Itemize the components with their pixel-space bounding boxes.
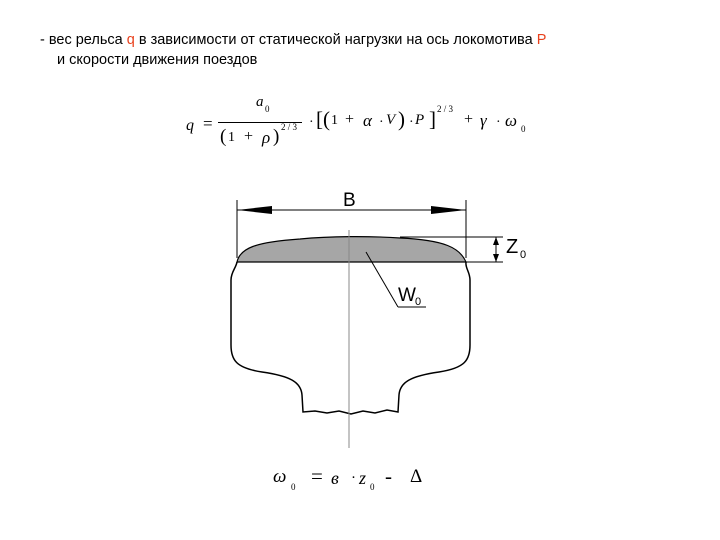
paren-open: ( xyxy=(323,107,330,131)
plus-2: + xyxy=(464,111,474,128)
description-line-2: и скорости движения поездов xyxy=(57,52,258,68)
rail-profile-outline xyxy=(231,262,470,414)
f2-v: в xyxy=(331,468,339,488)
numerator-a-subscript: 0 xyxy=(265,104,270,114)
plus-1: + xyxy=(345,111,355,128)
omega: ω xyxy=(505,111,518,130)
omega-subscript: 0 xyxy=(521,124,526,134)
description-line-1: - вес рельса q в зависимости от статической нагрузки на ось локомотива P xyxy=(40,32,547,48)
f2-z: z xyxy=(359,468,367,488)
area-label-subscript: 0 xyxy=(415,296,422,308)
width-arrow-right xyxy=(431,206,466,214)
rail-head-area xyxy=(237,237,466,262)
velocity-v: V xyxy=(386,112,396,128)
height-arrow-top xyxy=(493,237,499,245)
height-label-subscript: 0 xyxy=(520,249,527,261)
load-p: P xyxy=(415,112,425,128)
q-variable: q xyxy=(126,32,135,48)
denom-open-paren: ( xyxy=(220,126,227,147)
f2-delta: Δ xyxy=(410,466,423,487)
paren-close: ) xyxy=(398,107,405,131)
numerator-a: a xyxy=(256,94,264,110)
f2-minus: - xyxy=(385,464,392,488)
denom-exponent: 2 / 3 xyxy=(281,122,298,132)
denom-one: 1 xyxy=(228,130,235,145)
dot-3: · xyxy=(409,115,414,130)
f2-equals: = xyxy=(311,464,323,488)
dot-2: · xyxy=(379,115,384,130)
formula-q: q xyxy=(186,117,194,134)
f2-omega-subscript: 0 xyxy=(291,482,296,492)
area-label: W xyxy=(398,285,416,306)
denom-close-paren: ) xyxy=(273,126,280,147)
alpha: α xyxy=(363,111,372,130)
denom-plus: + xyxy=(244,128,254,145)
f2-z-subscript: 0 xyxy=(370,482,375,492)
width-arrow-left xyxy=(237,206,272,214)
bracket-exponent: 2 / 3 xyxy=(437,104,454,114)
one: 1 xyxy=(331,113,338,128)
denom-rho: ρ xyxy=(262,128,271,147)
bracket-open: [ xyxy=(316,107,323,131)
bracket-close: ] xyxy=(429,107,436,131)
gamma: γ xyxy=(480,111,487,130)
formula-equals: = xyxy=(203,114,213,133)
dot-4: · xyxy=(496,115,501,130)
f2-dot: · xyxy=(351,470,356,486)
p-variable: P xyxy=(536,32,547,48)
f2-omega: ω xyxy=(273,466,287,487)
height-label: Z xyxy=(506,236,519,258)
height-arrow-bottom xyxy=(493,254,499,262)
dot-1: · xyxy=(309,115,314,130)
width-label: B xyxy=(343,190,356,211)
